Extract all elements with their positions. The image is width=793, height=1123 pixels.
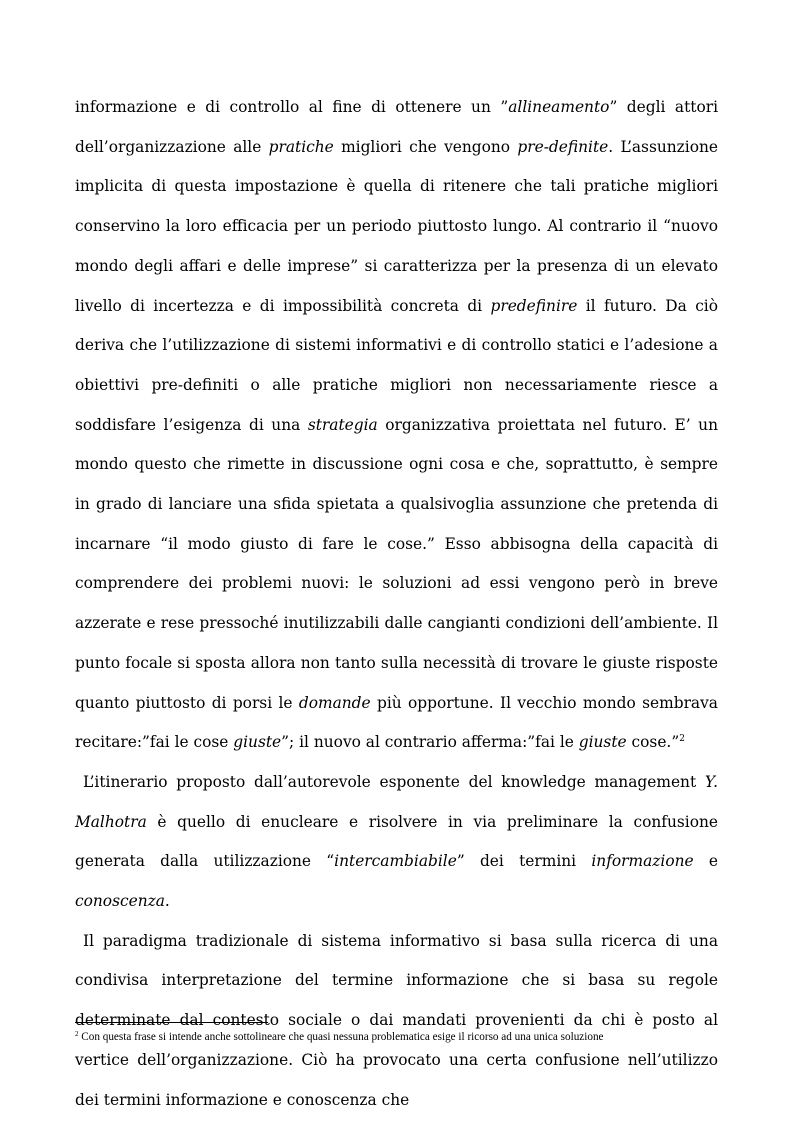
italic-text: informazione [591, 852, 694, 871]
italic-text: giuste [233, 733, 282, 752]
text-run: cose.” [626, 733, 680, 752]
italic-text: predefinire [490, 296, 578, 315]
italic-text: allineamento [508, 98, 610, 116]
text-run: il futuro. Da ciò deriva che l’utilizzazione di sistemi informativi e di controllo statici e l’adesione a obiettivi pre-definiti o alle pratiche migliori non necessariamente riesce a soddisfare l’esigenza di una [75, 296, 718, 434]
text-run: organizzativa proiettata nel futuro. E’ un mondo questo che rimette in discussione ogni cosa e che, soprattutto, è sempre in grado di lanciare una sfida spietata a qualsivoglia assunzione che pretenda di incarnare “il modo giusto di fare le cose.” Esso abbisogna della capacità di comprendere dei problemi nuovi: le soluzioni ad essi vengono però in breve azzerate e rese pressoché inutilizzabili dalle cangianti condizioni dell’ambiente. Il punto focale si sposta allora non tanto sulla necessità di trovare le giuste risposte quanto piuttosto di porsi le [75, 415, 718, 712]
footnote-marker: 2 [75, 1030, 79, 1038]
text-run: Il paradigma tradizionale di sistema informativo si basa sulla ricerca di una condivisa interpretazione del termine informazione che si basa su regole determinate dal contesto sociale o dai mandati provenienti da chi è posto al vertice dell’organizzazione. Ciò ha provocato una certa confusione nell’utilizzo dei termini informazione e conoscenza che [75, 931, 718, 1109]
paragraph-2 [75, 763, 718, 922]
italic-text: pratiche [268, 137, 334, 156]
italic-text: pre-definite [517, 137, 609, 156]
italic-text: intercambiabile [334, 852, 457, 871]
text-run: . L’assunzione implicita di questa impostazione è quella di ritenere che tali pratiche migliori conservino la loro efficacia per un periodo piuttosto lungo. Al contrario il “nuovo mondo degli affari e delle imprese” si caratterizza per la presenza di un elevato livello di incertezza e di impossibilità concreta di [75, 137, 718, 315]
text-run: L’itinerario proposto dall’autorevole esponente del knowledge management [83, 772, 705, 791]
italic-text: conoscenza [75, 892, 165, 911]
text-run: migliori che vengono [333, 137, 518, 156]
text-run: . [164, 892, 170, 911]
text-run: ” dei termini [456, 852, 592, 871]
footnote [75, 1030, 755, 1044]
italic-text: Y. Malhotra [75, 772, 718, 831]
paragraph-1 [75, 88, 718, 763]
footnote-text: Con questa frase si intende anche sottolineare che quasi nessuna problematica esige il ricorso ad una unica soluzione [78, 1031, 604, 1043]
text-run: e [693, 852, 718, 871]
italic-text: strategia [307, 415, 378, 434]
footnote-separator [75, 1022, 268, 1023]
text-run: ” degli attori dell’organizzazione alle [75, 98, 719, 156]
body-text [75, 88, 718, 1120]
text-run: ”; il nuovo al contrario afferma:”fai le [281, 733, 579, 752]
italic-text: domande [298, 693, 371, 712]
italic-text: giuste [578, 733, 627, 752]
text-run: informazione e di controllo al fine di ottenere un ” [75, 98, 509, 116]
footnote-reference: 2 [679, 734, 685, 745]
text-run: più opportune. Il vecchio mondo sembrava recitare:”fai le cose [75, 693, 718, 752]
text-run: è quello di enucleare e risolvere in via preliminare la confusione generata dalla utilizzazione “ [75, 812, 718, 871]
